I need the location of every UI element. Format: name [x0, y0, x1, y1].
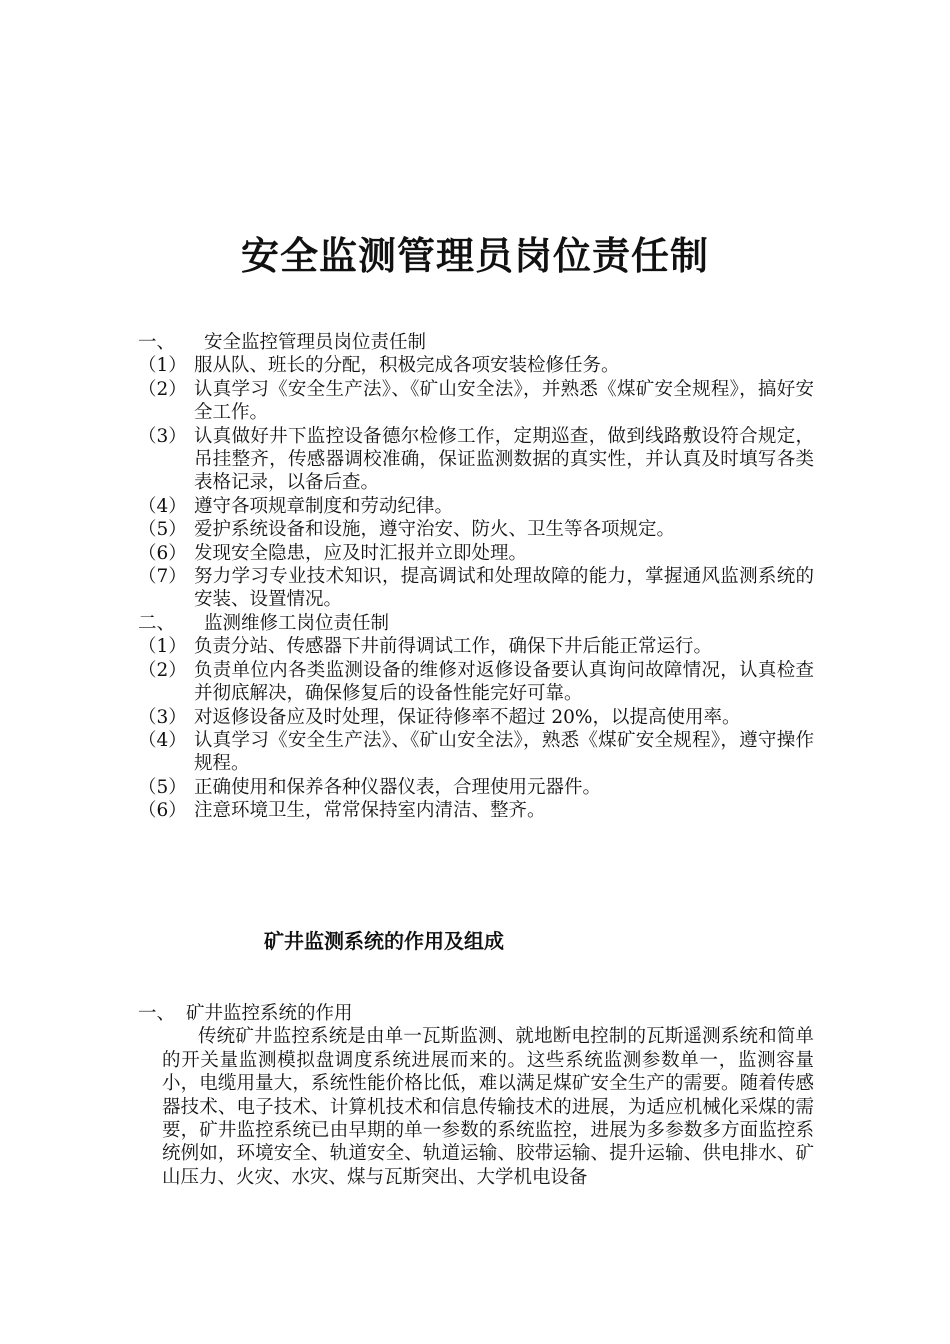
list-item [138, 635, 814, 658]
item-text: 认真学习《安全生产法》、《矿山安全法》，并熟悉《煤矿安全规程》，搞好安全工作。 [194, 378, 814, 424]
list-item [138, 776, 814, 799]
item-text: 努力学习专业技术知识，提高调试和处理故障的能力，掌握通风监测系统的安装、设置情况。 [194, 566, 814, 611]
body-paragraph: 传统矿井监控系统是由单一瓦斯监测、就地断电控制的瓦斯遥测系统和简单的开关量监测模拟盘调度系统进展而来的。这些系统监测参数单一，监测容量小，电缆用量大，系统性能价格比低，难以满足煤矿安全生产的需要。随着传感器技术、电子技术、计算机技术和信息传输技术的进展，为适应机械化采煤的需要，矿井监控系统已由早期的单一参数的系统监控，进展为多参数多方面监控系统例如，环境安全、轨道安全、轨道运输、胶带运输、提升运输、供电排水、矿山压力、火灾、水灾、煤与瓦斯突出、大学机电设备 [162, 1026, 814, 1188]
item-number: （6） [138, 542, 187, 564]
section-3-heading [138, 1002, 814, 1025]
item-text: 对返修设备应及时处理，保证待修率不超过 20%，以提高使用率。 [194, 706, 741, 728]
section-heading: 矿井监控系统的作用 [186, 1003, 353, 1024]
item-number: （5） [138, 776, 187, 798]
list-item [138, 729, 814, 776]
item-number: （1） [138, 355, 187, 377]
list-item [138, 378, 814, 425]
section-3 [138, 1002, 814, 1189]
item-text: 认真做好井下监控设备德尔检修工作，定期巡查，做到线路敷设符合规定，吊挂整齐，传感器调校准确，保证监测数据的真实性，并认真及时填写各类表格记录，以备后查。 [194, 425, 814, 494]
item-number: （2） [138, 659, 187, 681]
item-text: 服从队、班长的分配，积极完成各项安装检修任务。 [194, 355, 620, 377]
list-item [138, 706, 814, 729]
item-number: （3） [138, 706, 187, 728]
list-item [138, 659, 814, 706]
item-number: （2） [138, 378, 187, 400]
item-text: 正确使用和保养各种仪器仪表，合理使用元器件。 [194, 776, 602, 798]
item-number: （6） [138, 800, 187, 822]
item-text: 发现安全隐患，应及时汇报并立即处理。 [194, 542, 528, 564]
item-number: （3） [138, 425, 187, 447]
section-2-heading [138, 612, 814, 635]
list-item [138, 542, 814, 565]
item-text: 负责单位内各类监测设备的维修对返修设备要认真询问故障情况，认真检查并彻底解决，确保修复后的设备性能完好可靠。 [194, 659, 814, 705]
item-text: 注意环境卫生，常常保持室内清洁、整齐。 [194, 800, 546, 822]
list-item [138, 495, 814, 518]
document-title: 安全监测管理员岗位责任制 [240, 234, 709, 278]
subtitle: 矿井监测系统的作用及组成 [264, 929, 504, 953]
item-number: （4） [138, 729, 187, 751]
item-text: 认真学习《安全生产法》、《矿山安全法》，熟悉《煤矿安全规程》，遵守操作规程。 [194, 729, 814, 775]
list-item [138, 518, 814, 541]
item-number: （5） [138, 519, 187, 541]
item-number: （7） [138, 566, 187, 588]
item-text: 负责分站、传感器下井前得调试工作，确保下井后能正常运行。 [194, 636, 713, 658]
section-number: 一、 [138, 332, 176, 353]
section-heading: 监测维修工岗位责任制 [204, 612, 390, 634]
list-item [138, 354, 814, 377]
list-item [138, 565, 814, 612]
section-1 [138, 331, 814, 823]
list-item [138, 425, 814, 495]
item-number: （4） [138, 495, 187, 517]
section-heading: 安全监控管理员岗位责任制 [204, 332, 427, 353]
item-text: 遵守各项规章制度和劳动纪律。 [194, 495, 454, 517]
item-text: 爱护系统设备和设施，遵守治安、防火、卫生等各项规定。 [194, 519, 676, 541]
section-1-heading [138, 331, 814, 354]
section-number: 一、 [138, 1003, 176, 1024]
item-number: （1） [138, 636, 187, 658]
list-item [138, 799, 814, 822]
section-number: 二、 [138, 612, 176, 634]
